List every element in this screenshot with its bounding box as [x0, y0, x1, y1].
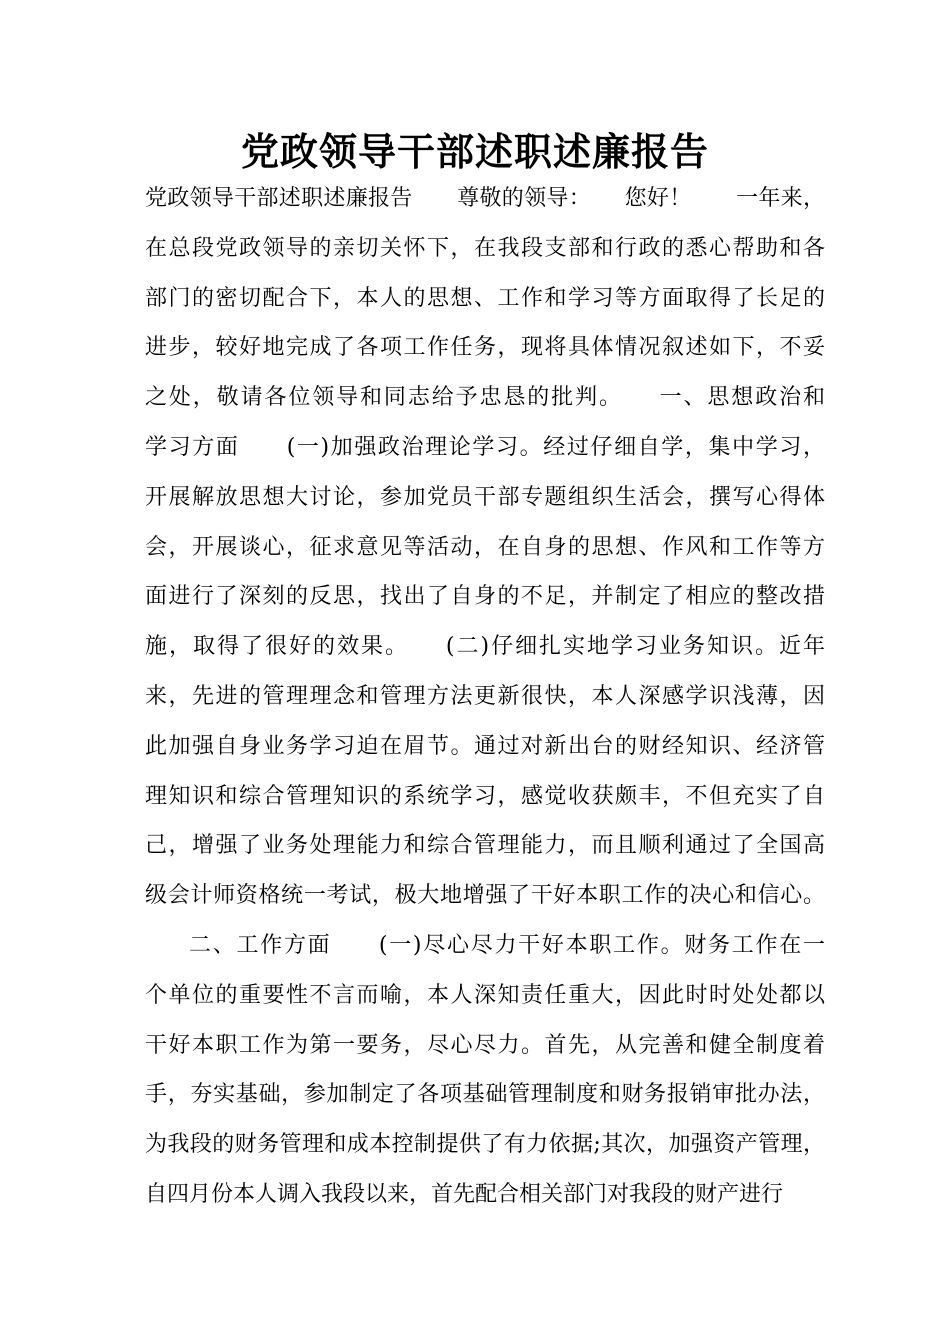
paragraph-line: 二、工作方面 (一)尽心尽力干好本职工作。财务工作在一	[189, 932, 825, 958]
paragraph-line: 在总段党政领导的亲切关怀下，在我段支部和行政的悉心帮助和各	[145, 235, 825, 261]
paragraph-line: 手，夯实基础，参加制定了各项基础管理制度和财务报销审批办法，	[145, 1082, 825, 1108]
paragraph-line: 施，取得了很好的效果。 (二)仔细扎实地学习业务知识。近年	[145, 634, 825, 660]
paragraph-line: 开展解放思想大讨论，参加党员干部专题组织生活会，撰写心得体	[145, 484, 825, 510]
paragraph-line: 来，先进的管理理念和管理方法更新很快，本人深感学识浅薄，因	[145, 683, 825, 709]
paragraph-line: 进步，较好地完成了各项工作任务，现将具体情况叙述如下，不妥	[145, 335, 825, 361]
paragraph-line: 面进行了深刻的反思，找出了自身的不足，并制定了相应的整改措	[145, 584, 825, 610]
paragraph-line: 己，增强了业务处理能力和综合管理能力，而且顺利通过了全国高	[145, 833, 825, 859]
paragraph-line: 为我段的财务管理和成本控制提供了有力依据;其次，加强资产管理，	[145, 1132, 825, 1158]
paragraph-line: 干好本职工作为第一要务，尽心尽力。首先，从完善和健全制度着	[145, 1032, 825, 1058]
paragraph-line: 党政领导干部述职述廉报告 尊敬的领导： 您好！ 一年来，	[145, 186, 825, 211]
paragraph-line: 理知识和综合管理知识的系统学习，感觉收获颇丰，不但充实了自	[145, 783, 825, 809]
paragraph-line: 级会计师资格统一考试，极大地增强了干好本职工作的决心和信心。	[145, 883, 825, 909]
paragraph-line: 个单位的重要性不言而喻，本人深知责任重大，因此时时处处都以	[145, 982, 825, 1008]
document-title: 党政领导干部述职述廉报告	[240, 130, 709, 174]
paragraph-line: 此加强自身业务学习迫在眉节。通过对新出台的财经知识、经济管	[145, 733, 825, 759]
paragraph-line: 部门的密切配合下，本人的思想、工作和学习等方面取得了长足的	[145, 285, 825, 311]
paragraph-line: 自四月份本人调入我段以来，首先配合相关部门对我段的财产进行	[145, 1181, 784, 1207]
paragraph-line: 会，开展谈心，征求意见等活动，在自身的思想、作风和工作等方	[145, 534, 825, 560]
paragraph-line: 之处，敬请各位领导和同志给予忠恳的批判。 一、思想政治和	[145, 385, 825, 411]
paragraph-line: 学习方面 (一)加强政治理论学习。经过仔细自学，集中学习，	[145, 434, 825, 460]
document-body	[145, 174, 825, 1220]
